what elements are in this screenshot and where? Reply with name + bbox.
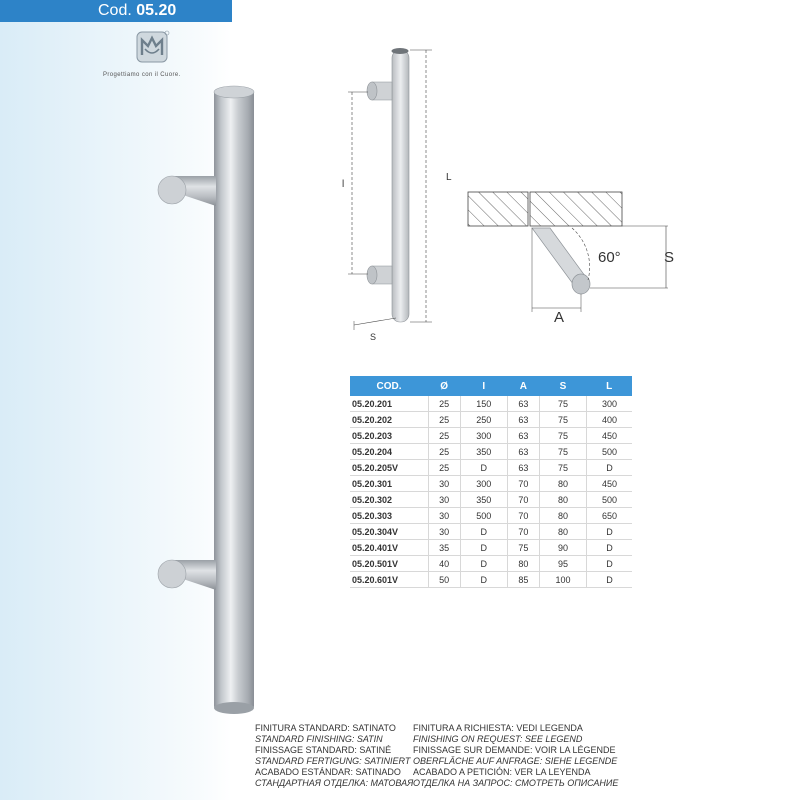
table-row bbox=[350, 396, 632, 412]
table-cell: 30 bbox=[428, 492, 460, 508]
table-cell: 25 bbox=[428, 412, 460, 428]
specification-table bbox=[350, 376, 632, 588]
table-cell: D bbox=[460, 460, 507, 476]
finishing-standard-ru: СТАНДАРТНАЯ ОТДЕЛКА: МАТОВАЯ bbox=[255, 778, 414, 788]
angle-label: 60° bbox=[598, 249, 621, 266]
table-cell: 100 bbox=[540, 572, 587, 588]
dimension-label-L: L bbox=[446, 172, 452, 183]
dimension-label-s-bottom: S bbox=[370, 332, 377, 342]
table-row bbox=[350, 540, 632, 556]
dimension-label-A: A bbox=[554, 309, 565, 326]
table-cell: 650 bbox=[586, 508, 632, 524]
table-cell: 70 bbox=[507, 524, 539, 540]
table-row bbox=[350, 508, 632, 524]
table-cell: 30 bbox=[428, 524, 460, 540]
col-header-a: A bbox=[507, 376, 539, 396]
finishing-request-fr: FINISSAGE SUR DEMANDE: VOIR LA LÉGENDE bbox=[413, 745, 616, 755]
table-cell: 350 bbox=[460, 492, 507, 508]
col-header-l: L bbox=[586, 376, 632, 396]
table-row bbox=[350, 444, 632, 460]
table-cell: 70 bbox=[507, 492, 539, 508]
table-cell: 75 bbox=[540, 460, 587, 476]
table-cell: 30 bbox=[428, 476, 460, 492]
table-cell: D bbox=[586, 556, 632, 572]
table-cell: 63 bbox=[507, 428, 539, 444]
table-row bbox=[350, 460, 632, 476]
table-cell: 25 bbox=[428, 428, 460, 444]
table-cell: 25 bbox=[428, 460, 460, 476]
col-header-i: I bbox=[460, 376, 507, 396]
table-cell-code: 05.20.303 bbox=[350, 508, 428, 524]
finishing-standard-de: STANDARD FERTIGUNG: SATINIERT bbox=[255, 756, 411, 766]
table-cell: 80 bbox=[540, 492, 587, 508]
table-cell: 150 bbox=[460, 396, 507, 412]
table-cell: 63 bbox=[507, 444, 539, 460]
table-cell-code: 05.20.401V bbox=[350, 540, 428, 556]
finishing-standard-en: STANDARD FINISHING: SATIN bbox=[255, 734, 383, 744]
code-header-text: Cod. 05.20 bbox=[98, 2, 177, 19]
table-cell: 50 bbox=[428, 572, 460, 588]
table-row bbox=[350, 572, 632, 588]
table-cell: 450 bbox=[586, 428, 632, 444]
table-cell: 70 bbox=[507, 508, 539, 524]
table-cell: 80 bbox=[540, 508, 587, 524]
dimension-label-l: l bbox=[342, 179, 345, 190]
table-cell: 75 bbox=[507, 540, 539, 556]
table-cell: 25 bbox=[428, 396, 460, 412]
col-header-s: S bbox=[540, 376, 587, 396]
table-cell: 500 bbox=[460, 508, 507, 524]
table-row bbox=[350, 556, 632, 572]
finishing-request-block bbox=[413, 723, 618, 789]
brand-tagline: Progettiamo con il Cuore. bbox=[103, 72, 181, 78]
table-cell: 63 bbox=[507, 460, 539, 476]
table-cell: 75 bbox=[540, 412, 587, 428]
table-cell-code: 05.20.501V bbox=[350, 556, 428, 572]
finishing-standard-block bbox=[255, 723, 413, 789]
handle-technical-drawing bbox=[340, 40, 450, 350]
table-cell-code: 05.20.203 bbox=[350, 428, 428, 444]
dimension-label-S: S bbox=[664, 249, 675, 266]
finishing-standard-fr: FINISSAGE STANDARD: SATINÉ bbox=[255, 745, 392, 755]
table-cell: 70 bbox=[507, 476, 539, 492]
table-cell: 85 bbox=[507, 572, 539, 588]
table-cell: 500 bbox=[586, 444, 632, 460]
table-cell: 40 bbox=[428, 556, 460, 572]
mounting-angle-diagram bbox=[460, 188, 690, 328]
col-header-code: COD. bbox=[350, 376, 428, 396]
table-row bbox=[350, 492, 632, 508]
table-cell: 80 bbox=[507, 556, 539, 572]
table-cell: 500 bbox=[586, 492, 632, 508]
table-cell: D bbox=[586, 572, 632, 588]
brand-logo-icon bbox=[136, 30, 170, 66]
table-cell: 75 bbox=[540, 444, 587, 460]
finishing-request-es: ACABADO A PETICIÓN: VER LA LEYENDA bbox=[413, 767, 591, 777]
finishing-request-en: FINISHING ON REQUEST: SEE LEGEND bbox=[413, 734, 583, 744]
table-cell: 75 bbox=[540, 428, 587, 444]
table-header-row bbox=[350, 376, 632, 396]
table-row bbox=[350, 428, 632, 444]
table-row bbox=[350, 524, 632, 540]
table-cell: D bbox=[586, 460, 632, 476]
table-cell: 75 bbox=[540, 396, 587, 412]
table-cell: 63 bbox=[507, 396, 539, 412]
table-row bbox=[350, 412, 632, 428]
table-cell: 90 bbox=[540, 540, 587, 556]
table-cell: 300 bbox=[460, 476, 507, 492]
table-cell: D bbox=[460, 556, 507, 572]
table-cell: D bbox=[460, 540, 507, 556]
finishing-standard-it: FINITURA STANDARD: SATINATO bbox=[255, 723, 396, 733]
table-cell: 300 bbox=[586, 396, 632, 412]
finishing-request-de: OBERFLÄCHE AUF ANFRAGE: SIEHE LEGENDE bbox=[413, 756, 618, 766]
table-cell: 250 bbox=[460, 412, 507, 428]
finishing-standard-es: ACABADO ESTÁNDAR: SATINADO bbox=[255, 767, 401, 777]
code-header-tab bbox=[0, 0, 232, 22]
table-cell-code: 05.20.601V bbox=[350, 572, 428, 588]
table-cell: D bbox=[586, 540, 632, 556]
table-cell-code: 05.20.301 bbox=[350, 476, 428, 492]
table-cell-code: 05.20.204 bbox=[350, 444, 428, 460]
table-cell-code: 05.20.202 bbox=[350, 412, 428, 428]
table-cell-code: 05.20.302 bbox=[350, 492, 428, 508]
table-cell-code: 05.20.205V bbox=[350, 460, 428, 476]
table-cell: 400 bbox=[586, 412, 632, 428]
table-cell: 450 bbox=[586, 476, 632, 492]
table-cell: 25 bbox=[428, 444, 460, 460]
table-cell: 80 bbox=[540, 476, 587, 492]
table-row bbox=[350, 476, 632, 492]
table-cell-code: 05.20.304V bbox=[350, 524, 428, 540]
handle-product-image bbox=[150, 84, 260, 724]
table-cell: D bbox=[586, 524, 632, 540]
table-cell: 80 bbox=[540, 524, 587, 540]
table-cell: 30 bbox=[428, 508, 460, 524]
table-cell: D bbox=[460, 524, 507, 540]
finishing-request-ru: ОТДЕЛКА НА ЗАПРОС: СМОТРЕТЬ ОПИСАНИЕ bbox=[413, 778, 619, 788]
table-cell: 300 bbox=[460, 428, 507, 444]
table-cell-code: 05.20.201 bbox=[350, 396, 428, 412]
table-cell: 63 bbox=[507, 412, 539, 428]
col-header-diameter: Ø bbox=[428, 376, 460, 396]
table-cell: 95 bbox=[540, 556, 587, 572]
table-cell: 350 bbox=[460, 444, 507, 460]
table-cell: D bbox=[460, 572, 507, 588]
table-cell: 35 bbox=[428, 540, 460, 556]
finishing-request-it: FINITURA A RICHIESTA: VEDI LEGENDA bbox=[413, 723, 583, 733]
